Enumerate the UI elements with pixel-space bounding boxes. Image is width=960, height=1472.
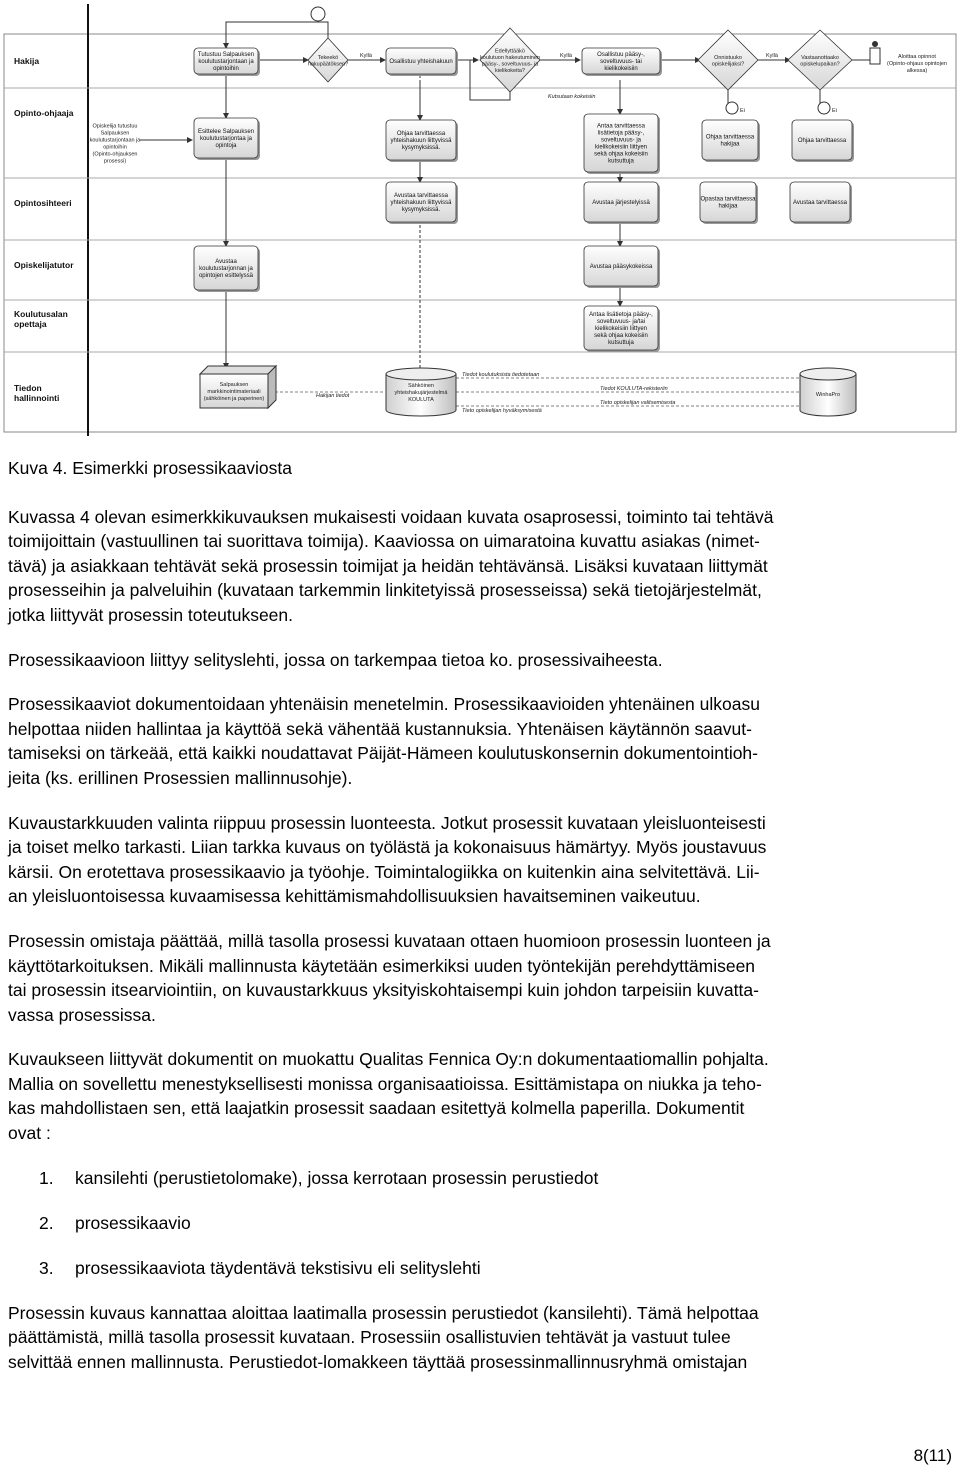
process-diagram (0, 0, 960, 440)
process-box-label: Esittelee Salpauksen koulutustarjontaa ja opintoja (197, 129, 255, 149)
list-text: kansilehti (perustietolomake), jossa kerrotaan prosessin perustiedot (75, 1167, 599, 1188)
paragraph-line: käyttötarkoituksen. Mikäli mallinnusta käytetään esimerkiksi uuden työntekijän perehdyttämiseen (8, 955, 756, 976)
lane-label: Opinto-ohjaaja (14, 108, 74, 118)
decision-label: Onnistuuko opiskelijaksi? (711, 54, 745, 68)
connector-b-icon (311, 7, 325, 21)
list-number: 2. (39, 1212, 54, 1233)
figure-caption: Kuva 4. Esimerkki prosessikaaviosta (8, 458, 292, 478)
flow-annotation: Tieto opiskelijan valitsemisesta (600, 400, 676, 406)
paragraph-line: helpottaa niiden hallintaa ja käyttöä sekä vähentää kustannuksia. Yhtenäisen käytännön saavut- (8, 718, 752, 739)
document-list (8, 1166, 952, 1301)
list-number: 3. (39, 1257, 54, 1278)
process-box-label: Osallistuu pääsy-, soveltuvuus- tai kielikokeisiin (597, 52, 645, 72)
list-item (8, 1256, 952, 1301)
process-box-label: Avustaa pääsykokeissa (589, 264, 653, 270)
final-paragraph (8, 1301, 952, 1375)
lane-label: Opintosihteeri (14, 198, 72, 208)
branch-label: Kyllä (766, 53, 778, 59)
paragraph-line: prosesseihin ja palveluihin (kuvataan tarkemmin linkitetyissä prosesseissa) sekä tietojärjestelmät, (8, 580, 762, 601)
branch-label: Ei (740, 108, 745, 114)
flow-annotation: Tieto opiskelijan hyväksymisestä (462, 408, 542, 414)
lane-label: Koulutusalan opettaja (14, 309, 68, 329)
paragraph-line: ovat : (8, 1123, 51, 1144)
paragraph-line: Prosessin omistaja päättää, millä tasolla prosessi kuvataan ottaen huomioon prosessin luonteen ja (8, 930, 771, 951)
flow-annotation: Tiedot KOULUTA-rekisteriin (600, 386, 668, 392)
page-number: 8(11) (913, 1446, 952, 1465)
paragraph-line: kas mahdollistaen sen, että laajatkin prosessit saadaan esitettyä kolmella paperilla. Dokumentit (8, 1098, 745, 1119)
paragraph-line: Mallia on sovellettu menestyksellisesti monissa organisaatioissa. Esittämistapa on niukka ja teho- (8, 1073, 762, 1094)
store-label: Salpauksen markkinointimateriaali (sähköinen ja paperinen) (203, 382, 265, 402)
decision-label: Tekeekö hakupäätöksen? (307, 54, 349, 68)
process-box-label: Opastaa tarvittaessa hakijaa (700, 196, 756, 210)
paragraph-line: Kuvaukseen liittyvät dokumentit on muokattu Qualitas Fennica Oy:n dokumentaatiomallin pohjalta. (8, 1049, 769, 1070)
paragraph-line: tävä) ja asiakkaan tehtävät sekä prosessin toimijat ja heidän tehtävänsä. Lisäksi kuvataan liittymät (8, 555, 768, 576)
process-box-label: Tutustuu Salpauksen koulutustarjontaan ja opintoihin (197, 52, 255, 72)
list-text: prosessikaaviota täydentävä tekstisivu eli selityslehti (75, 1257, 481, 1278)
lane-label: Hakija (14, 56, 40, 66)
flow-annotation: Tiedot koulutuksista tiedotetaan (462, 372, 540, 378)
paragraphs (8, 505, 952, 1146)
body-paragraph (8, 505, 952, 628)
decision-label: Vastaanottaako opiskelupaikan? (800, 54, 840, 68)
paragraph-line: Prosessikaavioon liittyy selityslehti, jossa on tarkempaa tietoa ko. prosessivaiheesta. (8, 649, 663, 670)
lane-label: Tiedon hallinnointi (14, 383, 60, 403)
process-box-label: Ohjaa tarvittaessa hakijaa (705, 134, 755, 148)
body-paragraph (8, 929, 952, 1027)
process-box-label: Ohjaa tarvittaessa (797, 138, 847, 144)
paragraph-line: toimijoittain (vastuullinen tai suorittava toimija). Kaaviossa on uimaratoina kuvattu asiakas (nimet- (8, 531, 760, 552)
paragraph-line: tamiseksi on tärkeää, että kaikki noudattavat Päijät-Hämeen koulutuskonsernin dokumentointioh- (8, 743, 758, 764)
paragraph-line: vassa prosessissa. (8, 1004, 156, 1025)
process-box-label: Avustaa tarvittaessa (793, 200, 847, 206)
body-paragraph (8, 1047, 952, 1145)
process-box-label: Avustaa järjestelyissä (592, 200, 650, 206)
process-box-label: Ohjaa tarvittaessa yhteishakuun liittyvissä kysymyksissä. (390, 131, 452, 151)
paragraph-line: jotka liittyvät prosessin toteutukseen. (8, 604, 294, 625)
paragraph-line: ja toiset melko tarkasti. Liian tarkka kuvaus on työlästä ja kokonaisuus hämärtyy. Myös joustavuus (8, 837, 767, 858)
flow-annotation: Kutsutaan kokeisiin (548, 94, 596, 100)
branch-label: Kyllä (360, 53, 372, 59)
branch-label: Ei (832, 108, 837, 114)
list-item (8, 1211, 952, 1256)
paragraph-line: Prosessikaaviot dokumentoidaan yhtenäisin menetelmin. Prosessikaavioiden yhtenäinen ulkoasu (8, 694, 760, 715)
process-box-label: Opiskelija tutustuu Salpauksen koulutustarjontaan ja opintoihin (Opinto-ohjauksen prosessi) (89, 123, 141, 165)
body-paragraph (8, 811, 952, 909)
paragraph-line: kärsii. On erotettava prosessikaavio ja työohje. Toimintalogiikka on kuitenkin aina selvitettävä. Lii- (8, 861, 760, 882)
process-box-label: Avustaa koulutustarjonnan ja opintojen esittelyssä (198, 259, 254, 279)
process-box-label: Avustaa tarvittaessa yhteishakuun liittyvissä kysymyksissä. (390, 193, 452, 213)
branch-label: Kyllä (560, 53, 572, 59)
paragraph-line: Kuvaustarkkuuden valinta riippuu prosessin luonteesta. Jotkut prosessit kuvataan yleisluonteisesti (8, 812, 766, 833)
lane-label: Opiskelijatutor (14, 260, 74, 270)
process-box-label: Antaa tarvittaessa lisätietoja pääsy-, soveltuvuus- ja kielikokeisiin liittyen sekä ohjaa kokeisiin kutsuttuja (594, 123, 648, 165)
flow-annotation: Hakijan tiedot (316, 393, 350, 399)
process-box-label: Osallistuu yhteishakuun (389, 59, 453, 65)
paragraph-line: selvittää ennen mallinnusta. Perustiedot-lomakkeen täyttää prosessinmallinnusryhmä omistajan (8, 1351, 748, 1372)
process-box-label: Aloittaa opinnot (Opinto-ohjaus opintojen alkessa) (887, 54, 947, 74)
store-label: Sähköinen yhteishakujärjestelmä KOULUTA (394, 383, 448, 403)
paragraph-line: Prosessin kuvaus kannattaa aloittaa laatimalla prosessin perustiedot (kansilehti). Tämä helpottaa (8, 1302, 759, 1323)
document-body (8, 456, 952, 1374)
body-paragraph (8, 692, 952, 790)
paragraph-line: Kuvassa 4 olevan esimerkkikuvauksen mukaisesti voidaan kuvata osaprosessi, toiminto tai tehtävä (8, 506, 774, 527)
process-box-label: Antaa lisätietoja pääsy-, soveltuvuus- ja/tai kielikokeisiin liittyen sekä ohjaa kokeisiin kutsuttuja (589, 312, 653, 346)
paragraph-line: an yleisluontoisessa kuvaamisessa kehittämismahdollisuuksien havaitseminen vaikeutuu. (8, 886, 701, 907)
store-label: WinhaPro (815, 392, 841, 398)
list-text: prosessikaavio (75, 1212, 191, 1233)
decision-label: Edellyttääkö koulutuon hakeutuminen pääsy-, soveltuvuus- ja kielikokeita? (480, 48, 540, 74)
list-item (8, 1166, 952, 1211)
connector-b-icon (726, 102, 738, 114)
paragraph-line: jeita (ks. erillinen Prosessien mallinnusohje). (8, 767, 353, 788)
paragraph-line: päättämistä, millä tasolla prosessit kuvataan. Prosessiin osallistuvien tehtävät ja vastuut tulee (8, 1327, 731, 1348)
body-paragraph (8, 648, 952, 673)
connector-b-icon (818, 102, 830, 114)
paragraph-line: tai prosessin itsearviointiin, on kuvaustarkkuus yksityiskohtaisempi kuin johdon tarpeisiin kuvatta- (8, 980, 759, 1001)
list-number: 1. (39, 1167, 54, 1188)
